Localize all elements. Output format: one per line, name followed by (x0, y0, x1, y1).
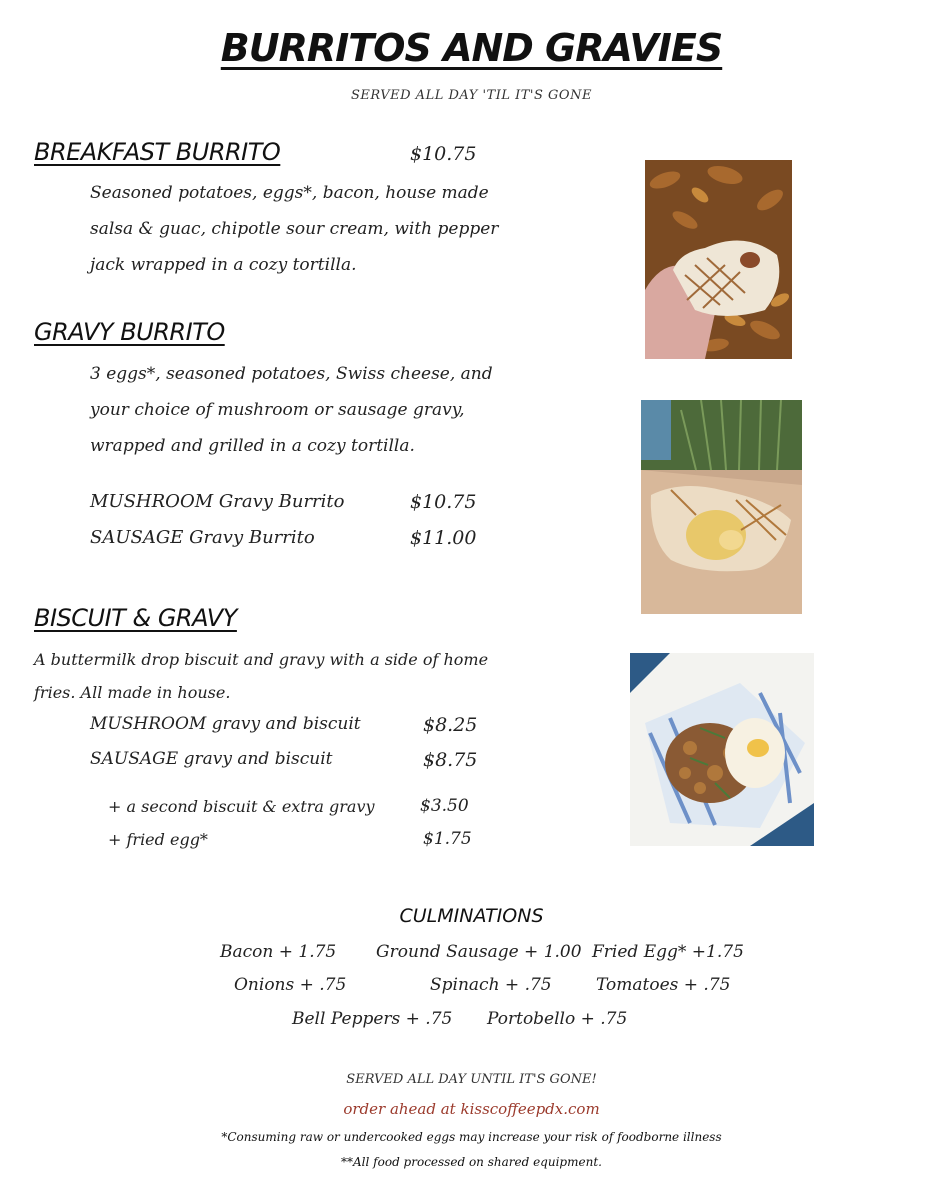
gravy-burrito-description (90, 356, 493, 464)
breakfast-burrito-description (90, 175, 498, 283)
mushroom-gravy-burrito-label: MUSHROOM Gravy Burrito (90, 491, 345, 512)
sausage-biscuit-price: $8.75 (423, 749, 478, 771)
order-ahead-link[interactable]: order ahead at kisscoffeepdx.com (343, 1100, 600, 1118)
description-line: salsa & guac, chipotle sour cream, with pepper (90, 219, 499, 239)
breakfast-burrito-heading: BREAKFAST BURRITO (34, 138, 281, 166)
mushroom-biscuit-price: $8.25 (423, 714, 478, 736)
culmination-item: Bacon + 1.75 (220, 942, 337, 962)
extra-biscuit-addon-label: + a second biscuit & extra gravy (108, 797, 375, 816)
mushroom-biscuit-label: MUSHROOM gravy and biscuit (90, 714, 361, 734)
sausage-gravy-burrito-label: SAUSAGE Gravy Burrito (90, 527, 315, 548)
culmination-item: Onions + .75 (234, 975, 347, 995)
fried-egg-addon-price: $1.75 (423, 829, 472, 849)
description-line: 3 eggs*, seasoned potatoes, Swiss cheese, and (90, 364, 493, 384)
culmination-item: Fried Egg* +1.75 (592, 942, 744, 962)
culmination-item: Spinach + .75 (430, 975, 552, 995)
breakfast-burrito-price: $10.75 (410, 143, 477, 165)
sausage-biscuit-label: SAUSAGE gravy and biscuit (90, 749, 333, 769)
biscuit-gravy-photo (630, 653, 814, 846)
description-line: jack wrapped in a cozy tortilla. (90, 255, 357, 275)
mushroom-gravy-burrito-price: $10.75 (410, 491, 477, 513)
biscuit-gravy-description (34, 643, 488, 709)
description-line: Seasoned potatoes, eggs*, bacon, house made (90, 183, 489, 203)
served-all-day-note: SERVED ALL DAY UNTIL IT'S GONE! (346, 1072, 597, 1087)
description-line: fries. All made in house. (34, 683, 231, 702)
breakfast-burrito-photo (645, 160, 792, 359)
gravy-burrito-heading: GRAVY BURRITO (34, 318, 225, 346)
page-subtitle: SERVED ALL DAY 'TIL IT'S GONE (351, 88, 592, 103)
shared-equipment-disclaimer: **All food processed on shared equipment. (341, 1155, 602, 1169)
culminations-title: CULMINATIONS (399, 905, 544, 927)
culmination-item: Bell Peppers + .75 (292, 1009, 453, 1029)
culmination-item: Ground Sausage + 1.00 (376, 942, 582, 962)
culmination-item: Tomatoes + .75 (596, 975, 731, 995)
sausage-gravy-burrito-price: $11.00 (410, 527, 477, 549)
page-title: BURRITOS AND GRAVIES (220, 26, 723, 70)
raw-egg-disclaimer: *Consuming raw or undercooked eggs may increase your risk of foodborne illness (221, 1130, 722, 1144)
description-line: A buttermilk drop biscuit and gravy with a side of home (34, 650, 489, 669)
description-line: your choice of mushroom or sausage gravy, (90, 400, 465, 420)
fried-egg-addon-label: + fried egg* (108, 830, 208, 849)
culmination-item: Portobello + .75 (487, 1009, 628, 1029)
description-line: wrapped and grilled in a cozy tortilla. (90, 436, 415, 456)
biscuit-gravy-heading: BISCUIT & GRAVY (34, 604, 237, 632)
gravy-burrito-photo (641, 400, 802, 614)
extra-biscuit-addon-price: $3.50 (420, 796, 469, 816)
